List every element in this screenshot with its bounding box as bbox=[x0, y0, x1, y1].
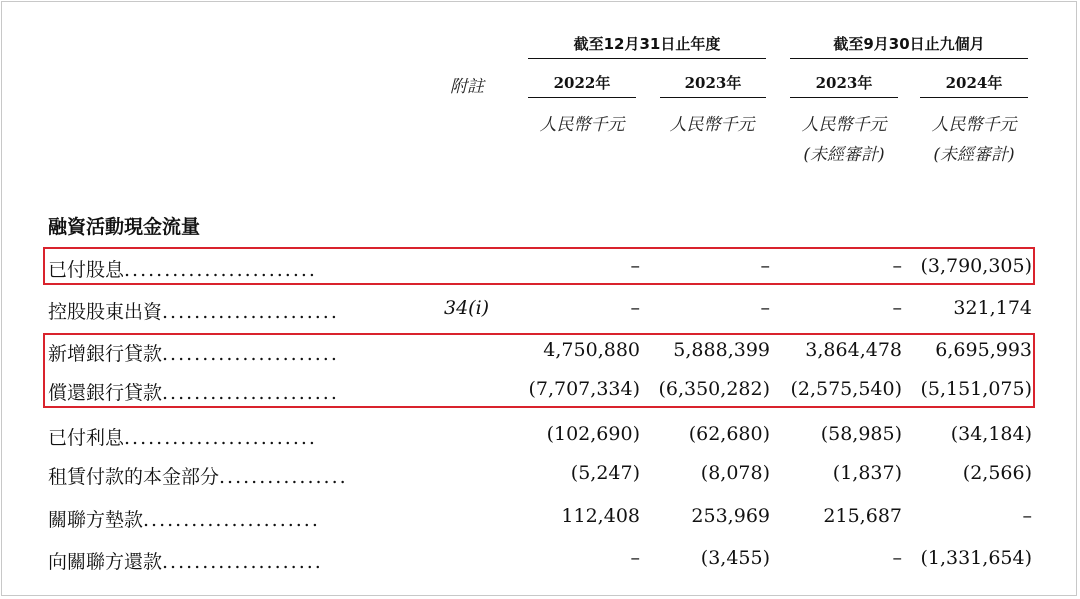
cell-2023-annual: – bbox=[760, 297, 770, 319]
cell-2023-nine-months: – bbox=[892, 297, 902, 319]
table-row-lease-principal bbox=[0, 456, 1080, 492]
year-rule-2023-nine-months bbox=[790, 97, 898, 98]
table-row-shareholder-contribution bbox=[0, 291, 1080, 327]
cell-2023-annual: (6,350,282) bbox=[658, 378, 770, 400]
cell-2022: (102,690) bbox=[546, 423, 640, 445]
cell-2022: (7,707,334) bbox=[528, 378, 640, 400]
cell-2022: – bbox=[630, 547, 640, 569]
cell-2024: 6,695,993 bbox=[935, 339, 1032, 361]
cell-2023-nine-months: 215,687 bbox=[823, 505, 902, 527]
row-label: 控股股東出資...................... bbox=[48, 301, 339, 323]
note-column-header: 附註 bbox=[450, 77, 484, 97]
group-rule-nine-months bbox=[790, 58, 1028, 59]
cell-2024: – bbox=[1022, 505, 1032, 527]
row-note: 34(i) bbox=[444, 297, 490, 319]
row-label: 向關聯方還款.................... bbox=[48, 551, 323, 573]
cell-2023-annual: – bbox=[760, 255, 770, 277]
cell-2023-nine-months: (1,837) bbox=[832, 462, 902, 484]
highlight-box-bank-loans bbox=[43, 333, 1035, 408]
cell-2024: (34,184) bbox=[950, 423, 1032, 445]
cell-2024: (1,331,654) bbox=[920, 547, 1032, 569]
cell-2022: – bbox=[630, 297, 640, 319]
cell-2023-annual: 5,888,399 bbox=[673, 339, 770, 361]
unit-label-2023-annual: 人民幣千元 bbox=[669, 115, 755, 135]
cell-2023-nine-months: 3,864,478 bbox=[805, 339, 902, 361]
year-header-2023-annual: 2023年 bbox=[684, 74, 742, 92]
row-label: 租賃付款的本金部分................ bbox=[48, 466, 348, 488]
row-label: 償還銀行貸款...................... bbox=[48, 382, 339, 404]
group-title-annual: 截至12月31日止年度 bbox=[573, 35, 721, 53]
year-rule-2022 bbox=[528, 97, 636, 98]
cell-2023-nine-months: (58,985) bbox=[820, 423, 902, 445]
cell-2023-annual: (62,680) bbox=[688, 423, 770, 445]
cell-2022: 4,750,880 bbox=[543, 339, 640, 361]
cell-2022: (5,247) bbox=[570, 462, 640, 484]
unaudited-label-2023: (未經審計) bbox=[803, 145, 885, 165]
cell-2024: 321,174 bbox=[953, 297, 1032, 319]
unit-label-2023-nine-months: 人民幣千元 bbox=[801, 115, 887, 135]
unit-label-2024: 人民幣千元 bbox=[931, 115, 1017, 135]
row-label: 關聯方墊款...................... bbox=[48, 509, 320, 531]
cell-2022: – bbox=[630, 255, 640, 277]
table-row-interest-paid bbox=[0, 417, 1080, 453]
cell-2023-annual: (8,078) bbox=[700, 462, 770, 484]
highlight-box-dividends bbox=[43, 247, 1035, 285]
cell-2024: (2,566) bbox=[962, 462, 1032, 484]
cell-2023-nine-months: (2,575,540) bbox=[790, 378, 902, 400]
cell-2023-nine-months: – bbox=[892, 255, 902, 277]
row-label: 新增銀行貸款...................... bbox=[48, 343, 339, 365]
year-rule-2023-annual bbox=[660, 97, 766, 98]
cell-2023-nine-months: – bbox=[892, 547, 902, 569]
group-rule-annual bbox=[528, 58, 766, 59]
cell-2023-annual: (3,455) bbox=[700, 547, 770, 569]
row-label: 已付股息........................ bbox=[48, 259, 317, 281]
unit-label-2022: 人民幣千元 bbox=[539, 115, 625, 135]
year-header-2022: 2022年 bbox=[553, 74, 611, 92]
cell-2022: 112,408 bbox=[561, 505, 640, 527]
unaudited-label-2024: (未經審計) bbox=[933, 145, 1015, 165]
row-label: 已付利息........................ bbox=[48, 427, 317, 449]
cell-2023-annual: 253,969 bbox=[691, 505, 770, 527]
year-header-2024: 2024年 bbox=[945, 74, 1003, 92]
group-title-nine-months: 截至9月30日止九個月 bbox=[833, 35, 985, 53]
year-header-2023-nine-months: 2023年 bbox=[815, 74, 873, 92]
cell-2024: (3,790,305) bbox=[920, 255, 1032, 277]
table-row-related-party-advances bbox=[0, 499, 1080, 535]
section-title: 融資活動現金流量 bbox=[48, 216, 201, 238]
table-row-related-party-repayment bbox=[0, 541, 1080, 577]
year-rule-2024 bbox=[920, 97, 1028, 98]
cell-2024: (5,151,075) bbox=[920, 378, 1032, 400]
